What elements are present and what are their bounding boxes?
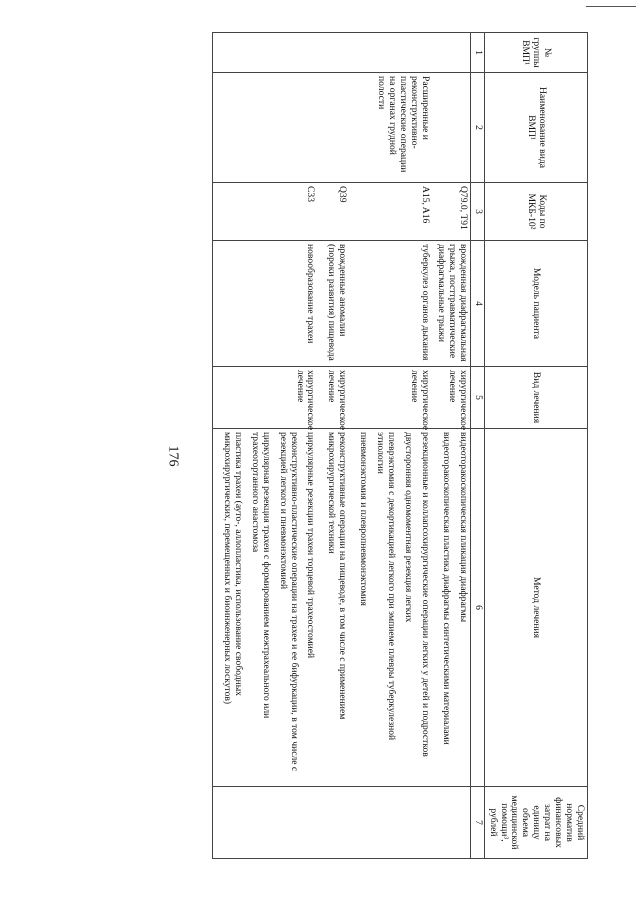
cell-treatment-methods — [213, 429, 318, 787]
column-number: 1 — [470, 33, 484, 73]
column-number-row — [470, 33, 484, 859]
cell-patient-model: новообразование трахеи — [213, 241, 318, 367]
cell-group — [213, 33, 318, 73]
method-item: двусторонняя одномоментная резекция легких — [403, 432, 415, 623]
cell-patient-model: врожденная диафрагмальная грыжа, посттравматические диафрагмальные грыжи — [432, 241, 470, 367]
cell-icd-codes: C33 — [213, 183, 318, 241]
table-row — [213, 33, 318, 859]
column-number: 6 — [470, 429, 484, 787]
cell-vmp-name: Расширенные и реконструктивно-пластические операции на органах грудной полости — [349, 73, 432, 183]
method-item: резекционные и коллапсохирургические операции легких у детей и подростков — [419, 432, 431, 757]
column-number: 5 — [470, 367, 484, 429]
cell-average-cost — [213, 787, 318, 859]
method-item: видеоторакоскопическая пластика диафрагмы синтетическими материалами — [440, 432, 452, 745]
cell-patient-model: врожденные аномалии (пороки развития) пищевода — [317, 241, 349, 367]
method-item: реконструктивно-пластические операции на трахее и ее бифуркации, в том числе с резекцией легкого и пневмонэктомией — [277, 432, 300, 772]
method-item: пневмонэктомия и плевропневмонэктомия — [358, 432, 370, 606]
cell-average-cost — [349, 787, 432, 859]
header-patient-model: Модель пациента — [484, 241, 587, 367]
table-row — [432, 33, 470, 859]
top-rule — [586, 6, 636, 7]
header-icd-codes: Коды по МКБ-10² — [484, 183, 587, 241]
table-row — [349, 33, 432, 859]
cell-icd-codes: Q79.0, T91 — [432, 183, 470, 241]
header-group-number: № группы ВМП¹ — [484, 33, 587, 73]
column-number: 7 — [470, 787, 484, 859]
cell-icd-codes: A15, A16 — [349, 183, 432, 241]
method-item: реконструктивные операции на пищеводе, в том числе с применением микрохирургической техники — [326, 432, 349, 720]
cell-treatment-type: хирургическое лечение — [432, 367, 470, 429]
cell-vmp-name — [432, 73, 470, 183]
cell-treatment-methods — [432, 429, 470, 787]
cell-treatment-methods — [349, 429, 432, 787]
method-item: видеоторакоскопическая пликация диафрагмы — [457, 432, 469, 623]
method-item: плеврэктомия с декортикацией легкого при эмпиеме плевры туберкулезной этиологии — [375, 432, 398, 741]
rotated-table-container — [114, 32, 588, 858]
column-number: 2 — [470, 73, 484, 183]
cell-patient-model: туберкулез органов дыхания — [349, 241, 432, 367]
cell-treatment-type: хирургическое лечение — [213, 367, 318, 429]
vmp-table — [212, 32, 588, 859]
header-vmp-name: Наименование вида ВМП¹ — [484, 73, 587, 183]
cell-group — [349, 33, 432, 73]
method-item: циркулярные резекции трахеи торцевой трахеостомией — [305, 432, 317, 659]
cell-treatment-methods — [317, 429, 349, 787]
header-treatment-method: Метод лечения — [484, 429, 587, 787]
cell-vmp-name — [213, 73, 318, 183]
cell-group — [432, 33, 470, 73]
method-item: пластика трахеи (ауто-, аллопластика, использование свободных микрохирургических, перемещенных и биоинженерных лоскутов) — [221, 432, 244, 705]
table-row — [317, 33, 349, 859]
cell-average-cost — [317, 787, 349, 859]
column-number: 4 — [470, 241, 484, 367]
cell-group — [317, 33, 349, 73]
header-average-cost: Средний норматив финансовых затрат на единицу объема медицинской помощи³, рублей — [484, 787, 587, 859]
cell-average-cost — [432, 787, 470, 859]
page-number: 176 — [165, 445, 181, 467]
header-treatment-type: Вид лечения — [484, 367, 587, 429]
cell-vmp-name — [317, 73, 349, 183]
column-number: 3 — [470, 183, 484, 241]
cell-treatment-type: хирургическое лечение — [349, 367, 432, 429]
cell-treatment-type: хирургическое лечение — [317, 367, 349, 429]
header-row — [484, 33, 587, 859]
cell-icd-codes: Q39 — [317, 183, 349, 241]
method-item: циркулярная резекция трахеи с формированием межтрахеального или трахеогортанного анастомоза — [249, 432, 272, 719]
